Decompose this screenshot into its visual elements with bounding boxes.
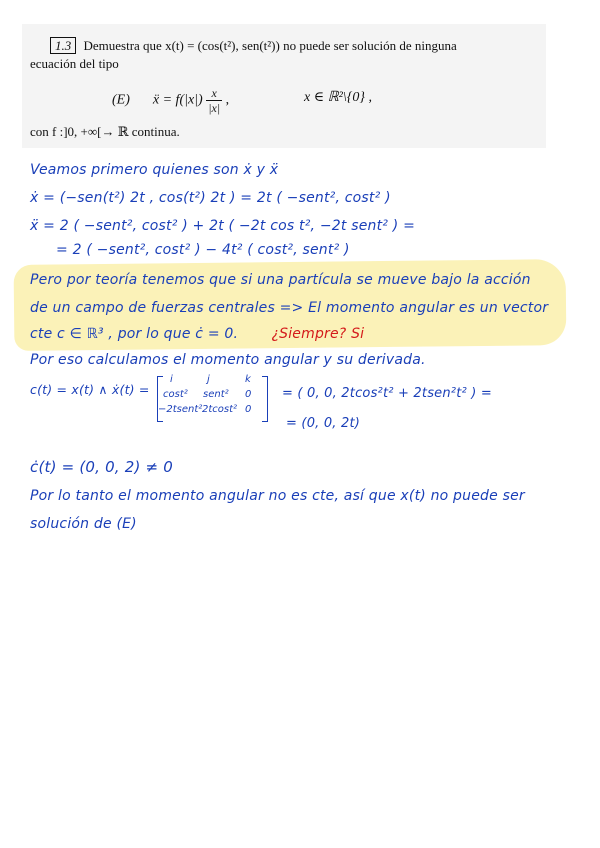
note-theory-1: Pero por teoría tenemos que si una partícula se mueve bajo la acción bbox=[30, 272, 531, 288]
problem-statement-line-2: ecuación del tipo bbox=[30, 56, 119, 71]
matrix-cell-v1: −2tsent² bbox=[158, 404, 203, 415]
problem-closing: con f :]0, +∞[→ ℝ continua. bbox=[30, 124, 180, 139]
note-constant-vector: cte c ∈ ℝ³ , por lo que ċ = 0. bbox=[30, 326, 239, 342]
domain-condition: x ∈ ℝ²\{0} , bbox=[304, 90, 372, 105]
matrix-right-bar bbox=[262, 376, 268, 422]
note-momentum-intro: Por eso calculamos el momento angular y su derivada. bbox=[30, 352, 426, 368]
note-acceleration-simplified: = 2 ( −sent², cost² ) − 4t² ( cost², sent² ) bbox=[56, 242, 350, 258]
matrix-cell-v3: 0 bbox=[245, 404, 252, 415]
note-theory-3 bbox=[30, 326, 364, 342]
problem-statement-text: Demuestra que x(t) = (cos(t²), sen(t²)) no puede ser solución de ninguna bbox=[83, 38, 457, 53]
momentum-result: = (0, 0, 2t) bbox=[286, 416, 361, 431]
note-velocity: ẋ = (−sen(t²) 2t , cos(t²) 2t ) = 2t ( −sent², cost² ) bbox=[30, 190, 391, 206]
note-acceleration: ẍ = 2 ( −sent², cost² ) + 2t ( −2t cos t², −2t sent² ) = bbox=[30, 218, 415, 234]
matrix-cell-v2: 2tcost² bbox=[202, 404, 238, 415]
momentum-derivative: ċ(t) = (0, 0, 2) ≠ 0 bbox=[30, 458, 173, 476]
momentum-rhs: = ( 0, 0, 2tcos²t² + 2tsen²t² ) = bbox=[282, 386, 492, 401]
matrix-cell-x1: cost² bbox=[163, 389, 188, 400]
equation-tag: (E) bbox=[112, 92, 130, 108]
problem-line-1 bbox=[50, 38, 457, 54]
problem-number: 1.3 bbox=[50, 37, 76, 54]
fraction-denominator: |x| bbox=[208, 101, 221, 115]
matrix-cell-x2: sent² bbox=[203, 389, 229, 400]
matrix-cell-k: k bbox=[245, 374, 251, 385]
equation-row bbox=[112, 86, 229, 115]
equation-comma: , bbox=[225, 92, 230, 108]
conclusion-line-2: solución de (E) bbox=[30, 516, 137, 532]
matrix-cell-x3: 0 bbox=[245, 389, 252, 400]
matrix-cell-j: j bbox=[207, 374, 210, 385]
equation-lhs: ẍ = f(|x|) bbox=[152, 92, 203, 108]
red-annotation: ¿Siempre? Si bbox=[271, 326, 365, 342]
note-theory-2: de un campo de fuerzas centrales => El momento angular es un vector bbox=[30, 300, 549, 316]
equation-fraction bbox=[206, 86, 222, 115]
matrix-cell-i: i bbox=[170, 374, 173, 385]
conclusion-line-1: Por lo tanto el momento angular no es cte, así que x(t) no puede ser bbox=[30, 488, 525, 504]
fraction-numerator: x bbox=[206, 86, 222, 101]
momentum-lhs: c(t) = x(t) ∧ ẋ(t) = bbox=[30, 382, 150, 397]
note-line-1: Veamos primero quienes son ẋ y ẍ bbox=[30, 162, 279, 178]
